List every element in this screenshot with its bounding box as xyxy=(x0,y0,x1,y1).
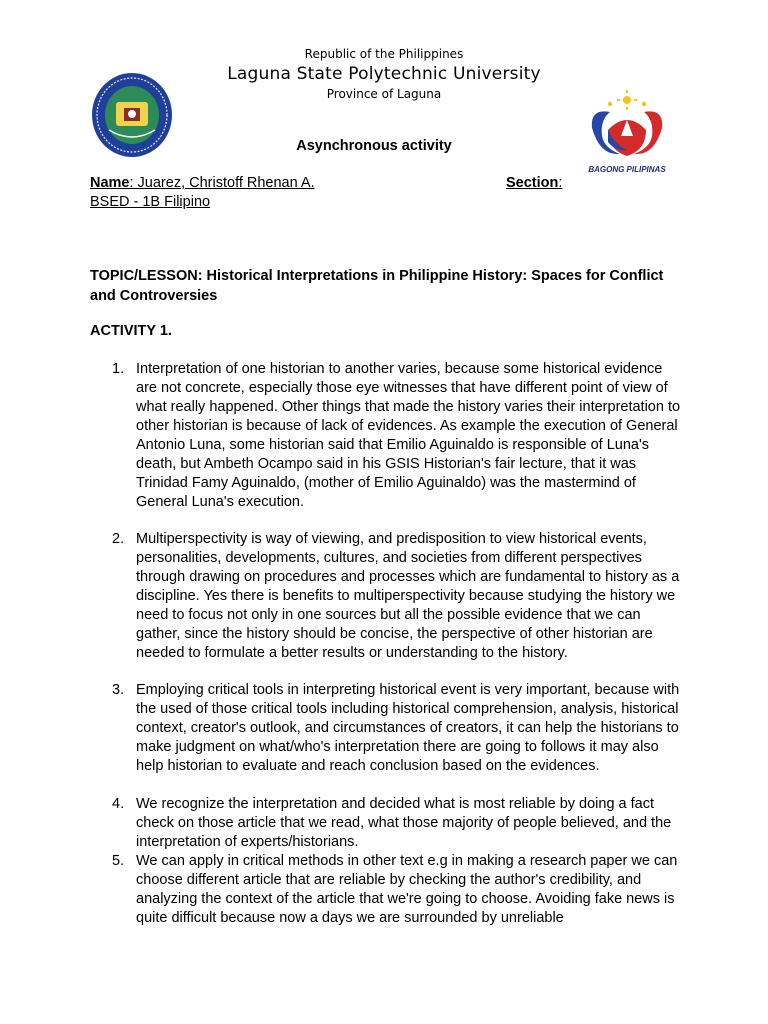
list-item xyxy=(90,681,690,776)
list-item xyxy=(90,852,690,928)
activity-title: Asynchronous activity xyxy=(296,138,452,154)
topic-lesson: TOPIC/LESSON: Historical Interpretations in Philippine History: Spaces for Conflict and Controversies xyxy=(90,268,664,304)
bagong-pilipinas-logo-icon xyxy=(580,90,674,180)
list-text: Employing critical tools in interpreting historical event is very important, because with the used of those critical tools including historical comprehension, analysis, historical context, creator's outlook, and circumstances of creators, it can help the historians to make judgment on what/who's interpretation there are going to follows it may also help historian to evaluate and reach conclusion based on the evidences. xyxy=(136,682,680,774)
section-label: Section xyxy=(506,175,559,191)
student-name xyxy=(90,175,315,191)
student-section xyxy=(506,175,562,191)
name-value: : Juarez, Christoff Rhenan A. xyxy=(129,175,315,191)
province-heading: Province of Laguna xyxy=(326,87,442,101)
list-number: 5. xyxy=(112,853,125,869)
republic-heading: Republic of the Philippines xyxy=(304,47,464,61)
list-number: 2. xyxy=(112,531,125,547)
list-text: Interpretation of one historian to another varies, because some historical evidence are not concrete, especially those eye witnesses that have different point of view of what really happened. Other things that made the history varies their interpretation to other historian is because of lack of evidences. As example the execution of General Antonio Luna, some historian said that Emilio Aguinaldo is responsible of Luna's death, but Ambeth Ocampo said in his GSIS Historian's fair lecture, that it was Trinidad Famy Aguinaldo, (mother of Emilio Aguinaldo) was the mastermind of General Luna's execution. xyxy=(136,361,681,510)
list-item xyxy=(90,530,690,663)
activity-heading: ACTIVITY 1. xyxy=(90,323,172,339)
list-item xyxy=(90,360,690,512)
list-item xyxy=(90,795,690,852)
list-number: 3. xyxy=(112,682,125,698)
list-text: We recognize the interpretation and decided what is most reliable by doing a fact check on those article that we read, what those majority of people believed, and the interpretation of experts/historians. xyxy=(136,796,672,850)
student-course: BSED - 1B Filipino xyxy=(90,194,211,210)
list-text: Multiperspectivity is way of viewing, and predisposition to view historical events, personalities, developments, cultures, and societies from different perspectives through drawing on procedures and processes which are fundamental to history as a discipline. Yes there is benefits to multiperspectivity because studying the history we need to focus not only in one sources but all the possible evidence that we can gather, since the history should be concise, the perspective of other historian are needed to formulate a better results or understanding to the history. xyxy=(136,531,680,661)
university-name: Laguna State Polytechnic University xyxy=(227,64,541,84)
name-label: Name xyxy=(90,175,130,191)
list-text: We can apply in critical methods in other text e.g in making a research paper we can choose different article that are reliable by checking the author's credibility, and analyzing the context of the article that we're going to choose. Avoiding fake news is quite difficult because now a days we are surrounded by unreliable xyxy=(136,853,678,926)
section-suffix: : xyxy=(558,175,563,191)
list-number: 4. xyxy=(112,796,125,812)
bagong-pilipinas-caption: BAGONG PILIPINAS xyxy=(588,165,666,174)
list-number: 1. xyxy=(112,361,125,377)
